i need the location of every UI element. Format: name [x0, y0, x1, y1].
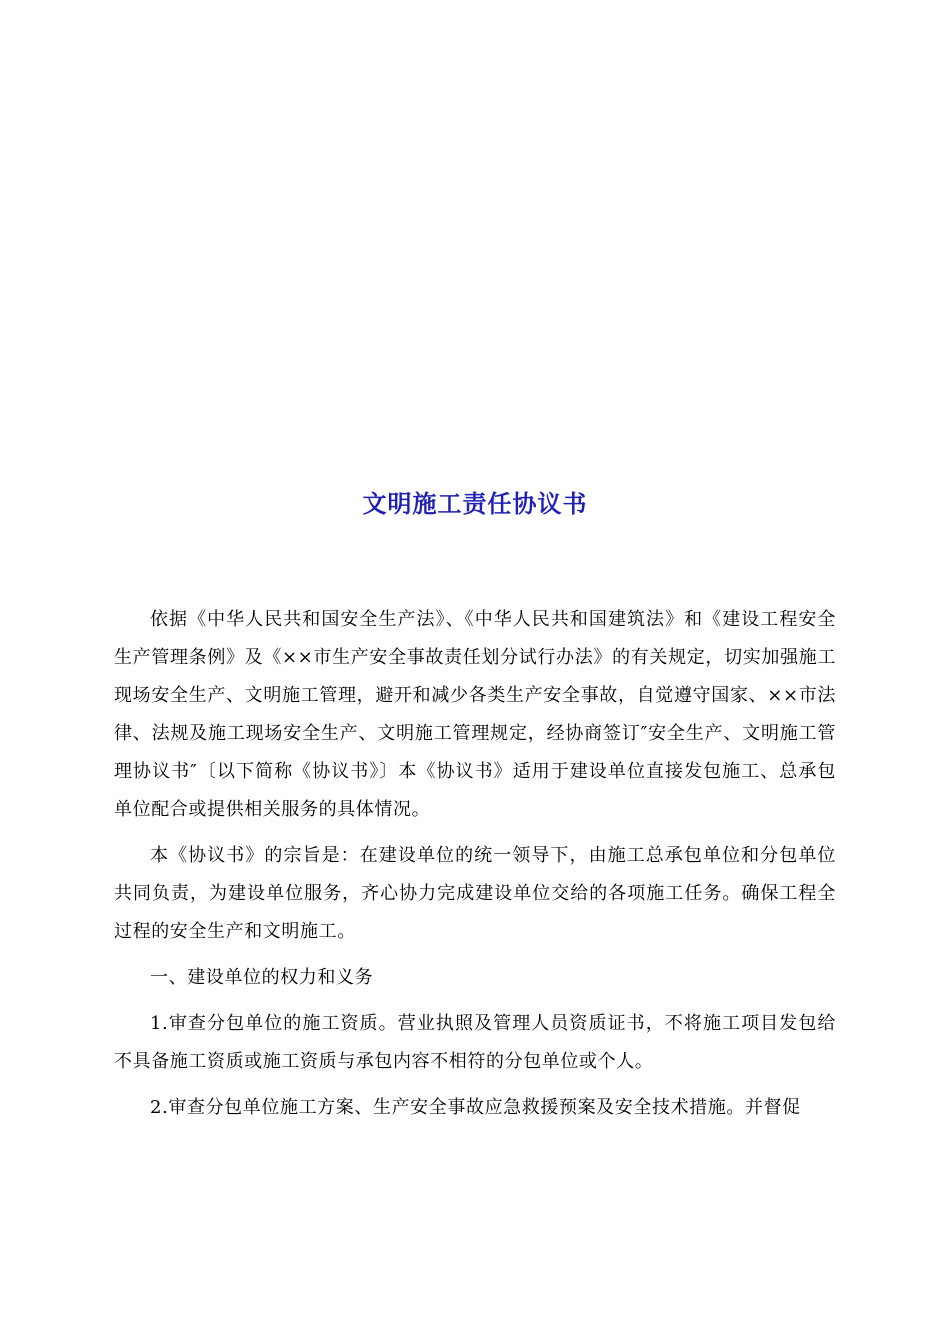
section-heading-1: 一、建设单位的权力和义务	[150, 967, 374, 988]
clause-1: 1.审查分包单位的施工资质。营业执照及管理人员资质证书，不将施工项目发包给不具备施工资质或施工资质与承包内容不相符的分包单位或个人。	[114, 1013, 836, 1072]
clause-2: 2.审查分包单位施工方案、生产安全事故应急救援预案及安全技术措施。并督促	[150, 1097, 801, 1118]
paragraph-purpose: 本《协议书》的宗旨是：在建设单位的统一领导下，由施工总承包单位和分包单位共同负责，为建设单位服务，齐心协力完成建设单位交给的各项施工任务。确保工程全过程的安全生产和文明施工。	[114, 845, 836, 942]
document-title: 文明施工责任协议书	[362, 489, 588, 518]
document-body	[114, 601, 836, 1135]
paragraph-intro: 依据《中华人民共和国安全生产法》、《中华人民共和国建筑法》和《建设工程安全生产管理条例》及《××市生产安全事故责任划分试行办法》的有关规定，切实加强施工现场安全生产、文明施工管理，避开和减少各类生产安全事故，自觉遵守国家、××市法律、法规及施工现场安全生产、文明施工管理规定，经协商签订″安全生产、文明施工管理协议书″〔以下简称《协议书》〕本《协议书》适用于建设单位直接发包施工、总承包单位配合或提供相关服务的具体情况。	[114, 609, 836, 820]
